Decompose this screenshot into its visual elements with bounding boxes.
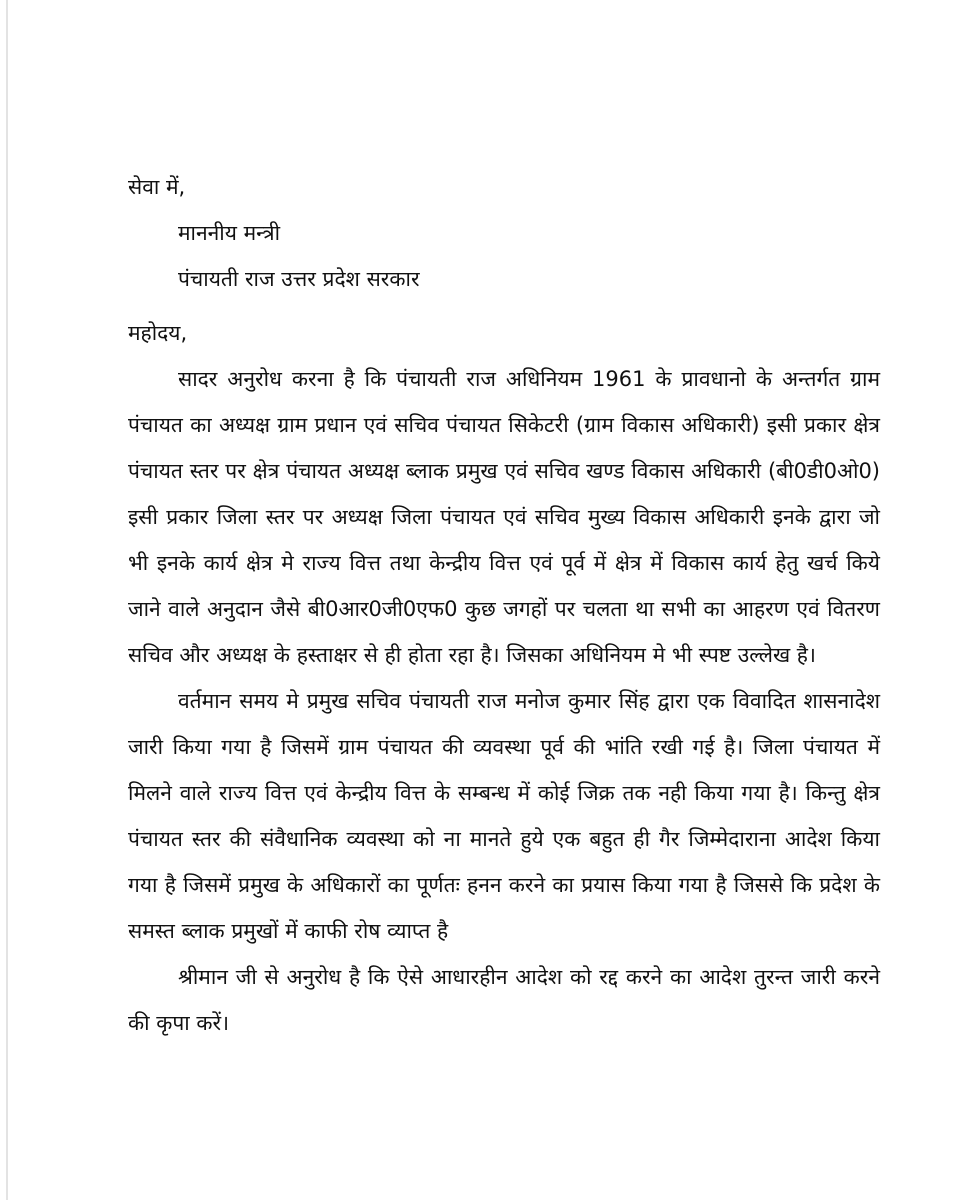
- greeting: महोदय,: [128, 321, 188, 345]
- letter-body: [128, 164, 880, 1046]
- paragraph-3-text: श्रीमान जी से अनुरोध है कि ऐसे आधारहीन आदेश को रद्द करने का आदेश तुरन्त जारी करने की कृपा करें।: [128, 965, 880, 1035]
- addressee-department: पंचायती राज उत्तर प्रदेश सरकार: [178, 267, 420, 291]
- paragraph-2-text: वर्तमान समय मे प्रमुख सचिव पंचायती राज मनोज कुमार सिंह द्वारा एक विवादित शासनादेश जारी किया गया है जिसमें ग्राम पंचायत की व्यवस्था पूर्व की भांति रखी गई है। जिला पंचायत में मिलने वाले राज्य वित्त एवं केन्द्रीय वित्त के सम्बन्ध में कोई जिक्र तक नही किया गया है। किन्तु क्षेत्र पंचायत स्तर की संवैधानिक व्यवस्था को ना मानते हुये एक बहुत ही गैर जिम्मेदाराना आदेश किया गया है जिसमें प्रमुख के अधिकारों का पूर्णतः हनन करने का प्रयास किया गया है जिससे कि प्रदेश के समस्त ब्लाक प्रमुखों में काफी रोष व्याप्त है: [128, 689, 880, 943]
- paragraph-2: [128, 678, 880, 954]
- paragraph-1-text: सादर अनुरोध करना है कि पंचायती राज अधिनियम 1961 के प्रावधानो के अन्तर्गत ग्राम पंचायत का अध्यक्ष ग्राम प्रधान एवं सचिव पंचायत सिकेटरी (ग्राम विकास अधिकारी) इसी प्रकार क्षेत्र पंचायत स्तर पर क्षेत्र पंचायत अध्यक्ष ब्लाक प्रमुख एवं सचिव खण्ड विकास अधिकारी (बी0डी0ओ0) इसी प्रकार जिला स्तर पर अध्यक्ष जिला पंचायत एवं सचिव मुख्य विकास अधिकारी इनके द्वारा जो भी इनके कार्य क्षेत्र मे राज्य वित्त तथा केन्द्रीय वित्त एवं पूर्व में क्षेत्र में विकास कार्य हेतु खर्च किये जाने वाले अनुदान जैसे बी0आर0जी0एफ0 कुछ जगहों पर चलता था सभी का आहरण एवं वितरण सचिव और अध्यक्ष के हस्ताक्षर से ही होता रहा है। जिसका अधिनियम मे भी स्पष्ट उल्लेख है।: [128, 367, 880, 667]
- addressee-title: माननीय मन्त्री: [178, 221, 281, 245]
- paragraph-1: [128, 356, 880, 678]
- page-edge-line: [6, 0, 8, 1200]
- addressee-block: [128, 210, 880, 302]
- paragraph-3: [128, 954, 880, 1046]
- to-line: सेवा में,: [128, 175, 186, 199]
